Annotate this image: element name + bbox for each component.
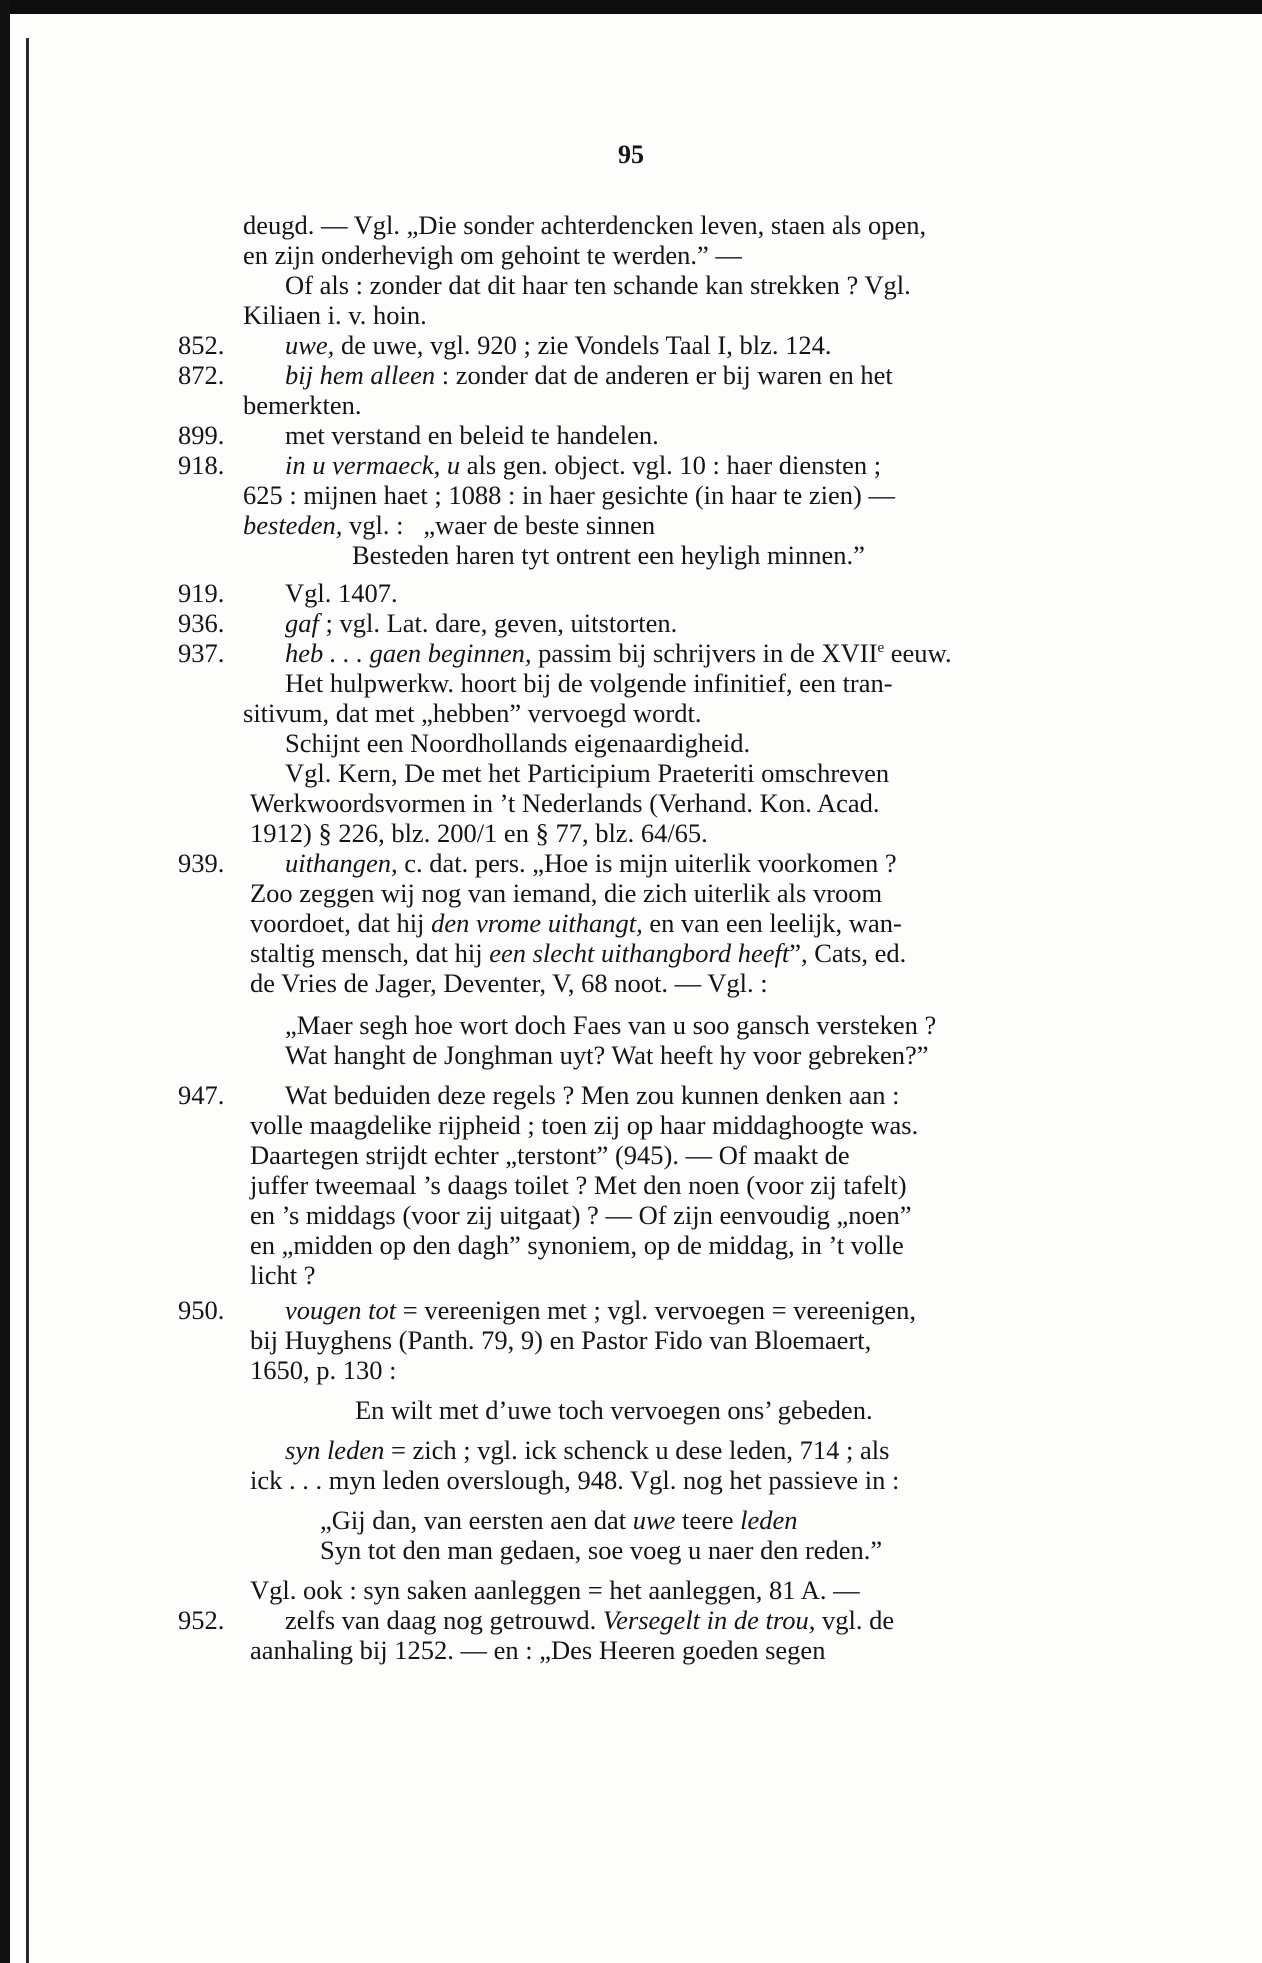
scan-binding-line (26, 38, 29, 1963)
quote-line: Besteden haren tyt ontrent een heyligh minnen.” (352, 540, 865, 570)
quote-line: Wat hanght de Jonghman uyt? Wat heeft hy voor gebreken?” (285, 1040, 929, 1070)
entry-number: 936. (178, 608, 225, 638)
text-line: en ’s middags (voor zij uitgaat) ? — Of zijn eenvoudig „noen” (250, 1200, 912, 1230)
text-line: Werkwoordsvormen in ’t Nederlands (Verhand. Kon. Acad. (250, 788, 880, 818)
entry-number: 899. (178, 420, 225, 450)
entry-number: 852. (178, 330, 225, 360)
text-line: staltig mensch, dat hij een slecht uithangbord heeft”, Cats, ed. (250, 938, 907, 968)
text-line: en „midden op den dagh” synoniem, op de middag, in ’t volle (250, 1230, 904, 1260)
entry-number: 952. (178, 1605, 225, 1635)
text-line: en zijn onderhevigh om gehoint te werden.” — (243, 240, 742, 270)
text-line: Kiliaen i. v. hoin. (243, 300, 427, 330)
text-line: ick . . . myn leden overslough, 948. Vgl. nog het passieve in : (250, 1465, 900, 1495)
entry-line: heb . . . gaen beginnen, passim bij schrijvers in de XVIIe eeuw. (285, 638, 952, 668)
entry-number: 950. (178, 1295, 225, 1325)
text-line: sitivum, dat met „hebben” vervoegd wordt. (243, 698, 702, 728)
text-line: de Vries de Jager, Deventer, V, 68 noot. — Vgl. : (250, 968, 768, 998)
text-line: 1912) § 226, blz. 200/1 en § 77, blz. 64/65. (250, 818, 708, 848)
text-line: Vgl. ook : syn saken aanleggen = het aanleggen, 81 A. — (250, 1575, 860, 1605)
entry-line: met verstand en beleid te handelen. (285, 420, 659, 450)
text-line: 1650, p. 130 : (250, 1355, 397, 1385)
entry-number: 919. (178, 578, 225, 608)
quote-line: „Maer segh hoe wort doch Faes van u soo gansch versteken ? (285, 1010, 937, 1040)
text-line: bemerkten. (243, 390, 362, 420)
quote-line: „Gij dan, van eersten aen dat uwe teere leden (320, 1505, 798, 1535)
text-line: 625 : mijnen haet ; 1088 : in haer gesichte (in haar te zien) — (243, 480, 895, 510)
text-line: Schijnt een Noordhollands eigenaardigheid. (285, 728, 751, 758)
text-line: Of als : zonder dat dit haar ten schande kan strekken ? Vgl. (285, 270, 911, 300)
entry-line: uwe, de uwe, vgl. 920 ; zie Vondels Taal I, blz. 124. (285, 330, 832, 360)
entry-line: in u vermaeck, u als gen. object. vgl. 10 : haer diensten ; (285, 450, 882, 480)
quote-line: Syn tot den man gedaen, soe voeg u naer den reden.” (320, 1535, 883, 1565)
text-line: bij Huyghens (Panth. 79, 9) en Pastor Fido van Bloemaert, (250, 1325, 872, 1355)
text-line: volle maagdelike rijpheid ; toen zij op haar middaghoogte was. (250, 1110, 919, 1140)
entry-line: uithangen, c. dat. pers. „Hoe is mijn uiterlik voorkomen ? (285, 848, 897, 878)
text-line: aanhaling bij 1252. — en : „Des Heeren goeden segen (250, 1635, 826, 1665)
entry-line: zelfs van daag nog getrouwd. Versegelt in de trou, vgl. de (285, 1605, 895, 1635)
quote-line: En wilt met d’uwe toch vervoegen ons’ gebeden. (355, 1395, 873, 1425)
entry-number: 939. (178, 848, 225, 878)
text-line: syn leden = zich ; vgl. ick schenck u dese leden, 714 ; als (285, 1435, 890, 1465)
scan-top-edge (0, 0, 1262, 14)
text-line: besteden, vgl. : „waer de beste sinnen (243, 510, 656, 540)
entry-number: 947. (178, 1080, 225, 1110)
text-line: Daartegen strijdt echter „terstont” (945). — Of maakt de (250, 1140, 850, 1170)
entry-line: Wat beduiden deze regels ? Men zou kunnen denken aan : (285, 1080, 900, 1110)
scan-left-edge (0, 0, 10, 1963)
text-line: voordoet, dat hij den vrome uithangt, en van een leelijk, wan- (250, 908, 902, 938)
text-line: Vgl. Kern, De met het Participium Praeteriti omschreven (285, 758, 890, 788)
entry-line: Vgl. 1407. (285, 578, 398, 608)
text-line: deugd. — Vgl. „Die sonder achterdencken leven, staen als open, (243, 210, 927, 240)
text-line: juffer tweemaal ’s daags toilet ? Met den noen (voor zij tafelt) (250, 1170, 907, 1200)
entry-line: gaf ; vgl. Lat. dare, geven, uitstorten. (285, 608, 678, 638)
entry-line: vougen tot = vereenigen met ; vgl. vervoegen = vereenigen, (285, 1295, 917, 1325)
entry-number: 872. (178, 360, 225, 390)
text-line: Zoo zeggen wij nog van iemand, die zich uiterlik als vroom (250, 878, 883, 908)
entry-line: bij hem alleen : zonder dat de anderen er bij waren en het (285, 360, 893, 390)
page-number: 95 (618, 140, 644, 169)
entry-number: 937. (178, 638, 225, 668)
entry-number: 918. (178, 450, 225, 480)
text-line: Het hulpwerkw. hoort bij de volgende infinitief, een tran- (285, 668, 893, 698)
text-line: licht ? (250, 1260, 316, 1290)
